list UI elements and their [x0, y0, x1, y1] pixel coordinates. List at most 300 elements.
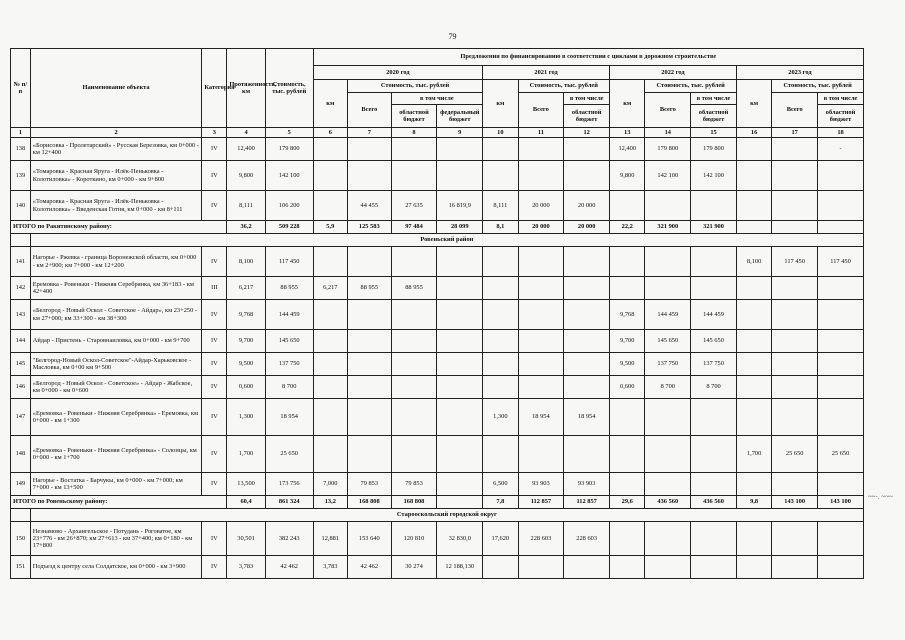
value-c18: -: [818, 138, 864, 161]
value-c12: 228 603: [564, 522, 610, 556]
total-value-c12: 20 000: [564, 221, 610, 234]
row-number: 149: [11, 473, 31, 496]
road-category: IV: [202, 247, 227, 277]
object-cost: 18 954: [265, 399, 313, 436]
column-number: 1: [11, 128, 31, 138]
value-c14: [645, 473, 691, 496]
value-c13: [610, 436, 645, 473]
value-c9: 12 188,130: [437, 556, 483, 579]
value-c16: 8,100: [736, 247, 771, 277]
object-cost: 88 955: [265, 277, 313, 300]
header-year-2023: 2023 год: [736, 66, 863, 80]
value-c6: [313, 191, 347, 221]
value-c17: [772, 330, 818, 353]
page-number: 79: [448, 32, 457, 41]
value-c7: [347, 300, 391, 330]
value-c8: 27 635: [391, 191, 437, 221]
value-c14: [645, 277, 691, 300]
header-category: Категория: [202, 49, 227, 128]
value-c17: [772, 161, 818, 191]
value-c12: [564, 330, 610, 353]
road-category: IV: [202, 556, 227, 579]
road-category: IV: [202, 191, 227, 221]
value-c11: [518, 161, 564, 191]
value-c7: [347, 353, 391, 376]
road-length: 12,400: [227, 138, 265, 161]
table-row: [11, 330, 864, 353]
value-c13: 0,600: [610, 376, 645, 399]
value-c6: [313, 353, 347, 376]
road-category: IV: [202, 300, 227, 330]
value-c17: [772, 522, 818, 556]
value-c9: 32 830,0: [437, 522, 483, 556]
value-c10: [483, 138, 518, 161]
header-km: км: [736, 80, 771, 128]
header-regional-budget: областной бюджет: [691, 105, 737, 128]
header-regional-budget: областной бюджет: [391, 105, 437, 128]
value-c13: [610, 277, 645, 300]
value-c11: [518, 436, 564, 473]
value-c6: [313, 399, 347, 436]
total-value-c9: [437, 496, 483, 509]
value-c16: [736, 277, 771, 300]
value-c6: [313, 138, 347, 161]
header-length: Протяженность, км: [227, 49, 265, 128]
value-c10: [483, 300, 518, 330]
table-row: [11, 277, 864, 300]
road-category: IV: [202, 436, 227, 473]
row-number: 151: [11, 556, 31, 579]
total-cost: 861 324: [265, 496, 313, 509]
object-name: Подъезд к центру села Солдатское, км 0+000 - км 3+900: [30, 556, 202, 579]
value-c8: 79 853: [391, 473, 437, 496]
value-c11: [518, 300, 564, 330]
value-c9: [437, 436, 483, 473]
road-length: 1,700: [227, 436, 265, 473]
row-number: 144: [11, 330, 31, 353]
table-row: [11, 138, 864, 161]
total-label: ИТОГО по Ровеньскому району:: [11, 496, 227, 509]
value-c15: 144 459: [691, 300, 737, 330]
value-c17: [772, 473, 818, 496]
total-value-c7: 125 583: [347, 221, 391, 234]
value-c17: 25 650: [772, 436, 818, 473]
value-c14: [645, 436, 691, 473]
total-value-c12: 112 857: [564, 496, 610, 509]
road-category: IV: [202, 399, 227, 436]
value-c11: 228 603: [518, 522, 564, 556]
value-c12: 18 954: [564, 399, 610, 436]
road-length: 9,700: [227, 330, 265, 353]
total-value-c6: 5,9: [313, 221, 347, 234]
object-cost: 25 650: [265, 436, 313, 473]
header-total: Всего: [645, 93, 691, 128]
column-number: 2: [30, 128, 202, 138]
object-name: «Борисовка - Пролетарский» - Русская Березовка, км 0+000 - км 12+400: [30, 138, 202, 161]
value-c7: [347, 161, 391, 191]
object-cost: 145 650: [265, 330, 313, 353]
total-length: 36,2: [227, 221, 265, 234]
object-name: «Еремовка - Ровеньки - Нижняя Серебрянка» - Солонцы, км 0+000 - км 1+700: [30, 436, 202, 473]
value-c8: 88 955: [391, 277, 437, 300]
object-name: «Томаровка - Красная Яруга - Илёк-Пеньковка - Колотиловка» - Короткино, км 0+000 - км 9+800: [30, 161, 202, 191]
total-value-c16: 9,8: [736, 496, 771, 509]
value-c17: 117 450: [772, 247, 818, 277]
total-length: 60,4: [227, 496, 265, 509]
value-c6: [313, 247, 347, 277]
object-cost: 179 800: [265, 138, 313, 161]
column-number: 4: [227, 128, 265, 138]
object-cost: 144 459: [265, 300, 313, 330]
value-c9: [437, 138, 483, 161]
value-c13: 12,400: [610, 138, 645, 161]
value-c7: 88 955: [347, 277, 391, 300]
road-length: 30,501: [227, 522, 265, 556]
value-c9: [437, 277, 483, 300]
total-value-c14: 436 560: [645, 496, 691, 509]
value-c15: [691, 191, 737, 221]
value-c12: [564, 277, 610, 300]
header-regional-budget: областной бюджет: [818, 105, 864, 128]
value-c11: [518, 247, 564, 277]
value-c15: [691, 247, 737, 277]
column-number: 13: [610, 128, 645, 138]
total-value-c6: 13,2: [313, 496, 347, 509]
row-number: 150: [11, 522, 31, 556]
table-row: [11, 300, 864, 330]
value-c16: [736, 161, 771, 191]
total-value-c8: 97 484: [391, 221, 437, 234]
table-row: [11, 376, 864, 399]
section-spacer: [11, 234, 31, 247]
value-c12: 93 903: [564, 473, 610, 496]
value-c11: [518, 138, 564, 161]
column-number: 8: [391, 128, 437, 138]
total-value-c18: [818, 221, 864, 234]
value-c8: [391, 138, 437, 161]
object-cost: 137 750: [265, 353, 313, 376]
value-c7: 42 462: [347, 556, 391, 579]
value-c16: 1,700: [736, 436, 771, 473]
value-c6: [313, 161, 347, 191]
value-c15: 145 650: [691, 330, 737, 353]
section-row: [11, 234, 864, 247]
total-value-c13: 22,2: [610, 221, 645, 234]
value-c16: [736, 522, 771, 556]
value-c11: [518, 277, 564, 300]
value-c11: [518, 353, 564, 376]
table-row: [11, 436, 864, 473]
value-c14: 145 650: [645, 330, 691, 353]
value-c13: [610, 191, 645, 221]
value-c15: [691, 473, 737, 496]
value-c6: [313, 330, 347, 353]
value-c13: 9,500: [610, 353, 645, 376]
value-c13: [610, 522, 645, 556]
total-value-c9: 28 099: [437, 221, 483, 234]
value-c9: [437, 247, 483, 277]
value-c14: [645, 399, 691, 436]
value-c16: [736, 556, 771, 579]
value-c7: [347, 399, 391, 436]
road-length: 8,100: [227, 247, 265, 277]
road-length: 6,217: [227, 277, 265, 300]
total-value-c15: 436 560: [691, 496, 737, 509]
object-name: «Белгород - Новый Оскол - Советское» - Айдар - Жабское, км 0+000 - км 0+600: [30, 376, 202, 399]
row-number: 145: [11, 353, 31, 376]
value-c14: 142 100: [645, 161, 691, 191]
row-number: 140: [11, 191, 31, 221]
section-row: [11, 509, 864, 522]
value-c8: 120 810: [391, 522, 437, 556]
financing-table: [10, 48, 864, 579]
table-row: [11, 556, 864, 579]
value-c7: [347, 330, 391, 353]
value-c10: [483, 376, 518, 399]
value-c17: [772, 399, 818, 436]
value-c17: [772, 300, 818, 330]
value-c12: [564, 161, 610, 191]
value-c16: [736, 399, 771, 436]
header-total: Всего: [772, 93, 818, 128]
value-c10: 17,620: [483, 522, 518, 556]
road-category: IV: [202, 161, 227, 191]
value-c8: [391, 161, 437, 191]
header-cost: Стоимость, тыс. рублей: [265, 49, 313, 128]
header-cost-thousand: Стоимость, тыс. рублей: [772, 80, 864, 93]
value-c13: 9,800: [610, 161, 645, 191]
value-c14: [645, 191, 691, 221]
road-category: IV: [202, 522, 227, 556]
value-c17: [772, 353, 818, 376]
total-value-c15: 321 900: [691, 221, 737, 234]
header-cost-thousand: Стоимость, тыс. рублей: [645, 80, 737, 93]
value-c15: [691, 436, 737, 473]
column-number: 7: [347, 128, 391, 138]
road-length: 1,300: [227, 399, 265, 436]
object-name: Еремовка - Ровеньки - Нижняя Серебрянка, км 36+183 - км 42+400: [30, 277, 202, 300]
value-c18: [818, 376, 864, 399]
object-name: "Белгород-Новый Оскол-Советское"-Айдар-Харьковское - Масловка, км 0+00 км 9+500: [30, 353, 202, 376]
value-c12: [564, 300, 610, 330]
total-value-c13: 29,6: [610, 496, 645, 509]
header-federal-budget: федеральный бюджет: [437, 105, 483, 128]
value-c18: 117 450: [818, 247, 864, 277]
value-c14: [645, 556, 691, 579]
value-c18: [818, 556, 864, 579]
header-regional-budget: областной бюджет: [564, 105, 610, 128]
edge-mark: ~~·. ~~~: [868, 493, 893, 501]
value-c10: 6,500: [483, 473, 518, 496]
value-c11: [518, 376, 564, 399]
header-including: в том числе: [564, 93, 610, 105]
value-c16: [736, 376, 771, 399]
value-c9: [437, 330, 483, 353]
value-c18: [818, 353, 864, 376]
value-c11: 93 903: [518, 473, 564, 496]
value-c13: [610, 247, 645, 277]
value-c8: [391, 330, 437, 353]
total-value-c7: 168 808: [347, 496, 391, 509]
value-c9: [437, 399, 483, 436]
column-number: 14: [645, 128, 691, 138]
value-c10: [483, 247, 518, 277]
value-c9: [437, 376, 483, 399]
value-c11: 20 000: [518, 191, 564, 221]
value-c18: [818, 161, 864, 191]
column-number: 12: [564, 128, 610, 138]
object-name: Нагорье - Ржевка - граница Воронежской области, км 0+000 - км 2+900; км 7+000 - км 12+200: [30, 247, 202, 277]
value-c11: 18 954: [518, 399, 564, 436]
value-c11: [518, 330, 564, 353]
value-c8: [391, 300, 437, 330]
road-category: IV: [202, 353, 227, 376]
value-c18: [818, 330, 864, 353]
road-category: IV: [202, 138, 227, 161]
header-km: км: [610, 80, 645, 128]
value-c10: [483, 556, 518, 579]
value-c16: [736, 353, 771, 376]
value-c13: 9,768: [610, 300, 645, 330]
value-c8: 30 274: [391, 556, 437, 579]
total-value-c10: 8,1: [483, 221, 518, 234]
value-c9: 16 819,9: [437, 191, 483, 221]
object-cost: 42 462: [265, 556, 313, 579]
value-c16: [736, 330, 771, 353]
value-c14: 179 800: [645, 138, 691, 161]
total-value-c18: 143 100: [818, 496, 864, 509]
object-name: Нагорье - Востатка - Барчукы, км 0+000 - км 7+000; км 7+000 - км 13+500: [30, 473, 202, 496]
value-c7: 153 640: [347, 522, 391, 556]
object-cost: 106 200: [265, 191, 313, 221]
object-name: «Белгород - Новый Оскол - Советское - Айдар», км 23+250 - км 27+000; км 33+300 - км 38+300: [30, 300, 202, 330]
total-row: [11, 496, 864, 509]
table-row: [11, 191, 864, 221]
total-value-c11: 20 000: [518, 221, 564, 234]
value-c8: [391, 376, 437, 399]
value-c17: [772, 191, 818, 221]
value-c15: [691, 556, 737, 579]
object-cost: 382 243: [265, 522, 313, 556]
value-c14: [645, 522, 691, 556]
value-c11: [518, 556, 564, 579]
value-c18: 25 650: [818, 436, 864, 473]
total-value-c16: [736, 221, 771, 234]
total-value-c17: 143 100: [772, 496, 818, 509]
value-c8: [391, 436, 437, 473]
header-year-2021: 2021 год: [483, 66, 610, 80]
value-c17: [772, 376, 818, 399]
value-c15: 179 800: [691, 138, 737, 161]
value-c6: 12,881: [313, 522, 347, 556]
row-number: 139: [11, 161, 31, 191]
total-value-c11: 112 857: [518, 496, 564, 509]
value-c16: [736, 473, 771, 496]
value-c10: 8,111: [483, 191, 518, 221]
road-length: 0,600: [227, 376, 265, 399]
value-c12: [564, 138, 610, 161]
total-value-c8: 168 808: [391, 496, 437, 509]
header-proposals: Предложения по финансированию в соответствии с циклами в дорожном строительстве: [313, 49, 863, 66]
value-c15: 8 700: [691, 376, 737, 399]
value-c9: [437, 353, 483, 376]
value-c8: [391, 247, 437, 277]
table-row: [11, 399, 864, 436]
value-c14: 8 700: [645, 376, 691, 399]
header-including: в том числе: [691, 93, 737, 105]
value-c15: 137 750: [691, 353, 737, 376]
value-c17: [772, 556, 818, 579]
value-c15: [691, 522, 737, 556]
total-value-c10: 7,8: [483, 496, 518, 509]
value-c15: [691, 399, 737, 436]
value-c14: 137 750: [645, 353, 691, 376]
row-number: 141: [11, 247, 31, 277]
value-c17: [772, 277, 818, 300]
value-c10: [483, 353, 518, 376]
value-c9: [437, 161, 483, 191]
total-value-c14: 321 900: [645, 221, 691, 234]
column-number: 6: [313, 128, 347, 138]
value-c7: [347, 247, 391, 277]
value-c12: [564, 376, 610, 399]
section-title: Ровеньский район: [30, 234, 863, 247]
road-category: III: [202, 277, 227, 300]
row-number: 143: [11, 300, 31, 330]
value-c18: [818, 473, 864, 496]
road-category: IV: [202, 330, 227, 353]
value-c15: 142 100: [691, 161, 737, 191]
road-length: 9,500: [227, 353, 265, 376]
value-c13: [610, 399, 645, 436]
value-c6: [313, 376, 347, 399]
value-c6: 3,783: [313, 556, 347, 579]
object-cost: 173 756: [265, 473, 313, 496]
row-number: 148: [11, 436, 31, 473]
table-row: [11, 522, 864, 556]
value-c18: [818, 399, 864, 436]
header-cost-thousand: Стоимость, тыс. рублей: [347, 80, 482, 93]
value-c16: [736, 138, 771, 161]
header-total: Всего: [518, 93, 564, 128]
object-cost: 117 450: [265, 247, 313, 277]
column-number: 16: [736, 128, 771, 138]
value-c10: [483, 161, 518, 191]
value-c7: [347, 436, 391, 473]
value-c10: [483, 277, 518, 300]
value-c18: [818, 522, 864, 556]
column-number: 18: [818, 128, 864, 138]
column-number: 15: [691, 128, 737, 138]
header-km: км: [313, 80, 347, 128]
object-name: Незнамово - Архангельское - Потудань - Роговатое, км 23+776 - км 26+870; км 27+613 - км 37+400; км 0+180 - км 17+800: [30, 522, 202, 556]
value-c13: [610, 556, 645, 579]
column-number: 11: [518, 128, 564, 138]
road-category: IV: [202, 473, 227, 496]
section-spacer: [11, 509, 31, 522]
object-cost: 142 100: [265, 161, 313, 191]
value-c18: [818, 300, 864, 330]
value-c6: [313, 300, 347, 330]
table-body: [11, 128, 864, 579]
row-number: 138: [11, 138, 31, 161]
object-name: Айдар - Пристень - Старовнаиловка, км 0+000 - км 9+700: [30, 330, 202, 353]
header-total: Всего: [347, 93, 391, 128]
value-c15: [691, 277, 737, 300]
header-km: км: [483, 80, 518, 128]
column-number: 17: [772, 128, 818, 138]
row-number: 147: [11, 399, 31, 436]
